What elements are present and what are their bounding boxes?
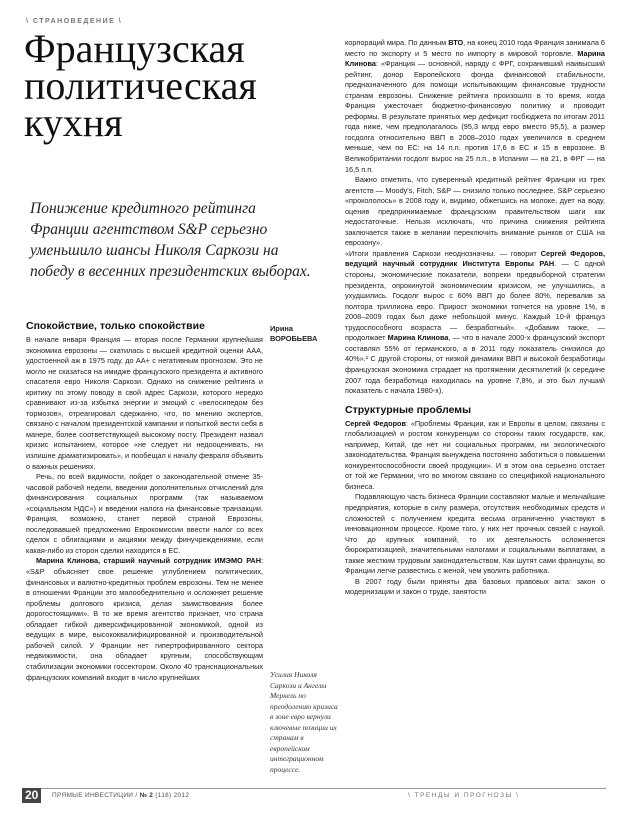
speaker-name: Марина Клинова bbox=[345, 48, 605, 69]
rubric-label: \ СТРАНОВЕДЕНИЕ \ bbox=[26, 18, 123, 25]
side-note: Усилия Николя Саркози и Ангелы Меркель по преодолению кризиса в зоне евро вернули ключевые позиции их странам в европейском интеграционном процессе. bbox=[270, 670, 338, 774]
section-heading-calm: Спокойствие, только спокойствие bbox=[26, 320, 205, 332]
section-heading-structural: Структурные проблемы bbox=[345, 403, 472, 416]
org-name: ВТО bbox=[448, 38, 464, 47]
paragraph bbox=[345, 249, 605, 397]
speaker-name: Сергей Федоров bbox=[345, 418, 406, 428]
title-line-2: политическая bbox=[24, 63, 257, 108]
paragraph bbox=[26, 556, 263, 683]
column-right bbox=[345, 38, 605, 598]
title-line-1: Французская bbox=[24, 26, 245, 71]
footer-divider bbox=[26, 788, 606, 789]
paragraph: Подавляющую часть бизнеса Франции составляют малые и мельчайшие предприятия, которые в силу размера, отсутствия необходимых средств и сложностей с получением кредита весьма ограниченно участвуют в инновационном процессе. Кроме того, у них нет прочных связей с наукой. Что до крупных компаний, то их деятельность осложняется бюрократизацией, значительными налогами и социальными выплатами, а также жестким трудовым законодательством. Как шутят сами французы, во Франции легче развестись с женой, чем уволить работника. bbox=[345, 492, 605, 576]
speaker-name: Марина Клинова bbox=[387, 333, 449, 343]
issue-year: (118) 2012 bbox=[155, 792, 190, 799]
text-run: «Итоги правления Саркози неоднозначны. — говорит bbox=[345, 248, 541, 258]
paragraph bbox=[345, 38, 605, 175]
article-title bbox=[24, 26, 257, 145]
speaker-name: Марина Клинова, старший научный сотрудник ИМЭМО РАН bbox=[36, 556, 261, 566]
quote-text: : «Проблемы Франции, как и Европы в целом, связаны с глобализацией и ростом конкуренции со стороны таких государств, как, например, Китай, где нет ни социальных программ, ни экологического законодательства. Франция вынуждена постоянно заботиться о повышении конкурентоспособности своей продукции». И в этом она серьезно отстает от той же Германии, что во многом связано со спецификой национального бизнеса. bbox=[345, 418, 605, 491]
text-run: корпораций мира. По данным bbox=[345, 38, 449, 47]
quote-text: : «S&P объясняет свое решение углублением политических, финансовых и валютно-кредитных проблем еврозоны. Тем не менее в отношении Франции это малообеднительно и осложняет решение проблемы долгового кризиса, делая заимствования более дорогостоящими». В то же время агентство признает, что страна обладает гибкой диверсифицированной экономикой, одной из ведущих в мире, высококвалифицированной и производительной рабочей силой. У Франции нет гипертрофированного сектора недвижимости, она обладает крупным, способствующим стабилизации экономики госсектором. Около 40 транснациональных французских компаний входит в число крупнейших bbox=[26, 556, 263, 682]
article-lead: Понижение кредитного рейтинга Франции агентством S&P серьезно уменьшило шансы Николя Саркози на победу в весенних президентских выборах. bbox=[30, 200, 311, 280]
paragraph: Речь, по всей видимости, пойдет о законодательной отмене 35-часовой рабочей недели, введении дополнительных отчислений для финансирования социальных программ (так называемом «социальном НДС») и введении налога на финансовые транзакции. Франция, возможно, станет первой страной Еврозоны, последовавшей предложению Еврокомиссии ввести налог со всех сделок с облигациями и акциями между финучреждениями, если какая-либо из сторон сделки находится в ЕС. bbox=[26, 472, 263, 555]
page-number: 20 bbox=[22, 788, 41, 803]
footer-section: \ ТРЕНДЫ И ПРОГНОЗЫ \ bbox=[408, 792, 520, 799]
paragraph: В начале января Франция — вторая после Германии крупнейшая экономика еврозоны — скатилась с высшей кредитной оценки ААА, удостоенной аж в 1975 году, до АА+ с негативным прогнозом. Это не могло не сказаться на имидже французского президента и активного спасателя евро Николя Саркози. Однако на снижение рейтинга и критику по этому поводу в свой адрес Саркози, которого нередко сравнивают из-за избытка энергии и эмоций с «велосипедом без тормозов», отреагировал сдержанно, что, по мнению экспертов, связано с началом президентской кампании и попыткой вести себя в манере, более соответствующей высокому посту. Президент назвал кризис испытанием, которое «не следует ни недооценивать, ни излишне драматизировать», и пообещал к началу февраля объявить о важных решениях. bbox=[26, 335, 263, 471]
issue-number: № 2 bbox=[139, 792, 154, 799]
text-run: . — С одной стороны, экономические показатели, вопреки предвыборной стратегии президента, опрокинутой экономическим кризисом, не улучшились, а ухудшились. Госдолг вырос с 60% ВВП до более 80%, перевалив за полтора триллиона евро. Прирост экономики топчется на уровне 1%, в 2008–2009 годах был даже небольшой минус. Каждый 10-й француз трудоспособного возраста — безработный». «Добавим также, — продолжает bbox=[345, 259, 605, 343]
text-run: , на конец 2010 года Франция занимала 6 место по экспорту и 5 место по импорту в мировой торговле. bbox=[345, 38, 605, 58]
author-byline bbox=[270, 324, 340, 344]
paragraph: В 2007 году были приняты два базовых правовых акта: закон о модернизации и закон о труде, занятости bbox=[345, 576, 605, 597]
speaker-name: Сергей Федоров, ведущий научный сотрудник Института Европы РАН bbox=[345, 248, 606, 269]
text-run: , — что в начале 2000-х французский экспорт составлял 55% от германского, а в 2011 году показатель снизился до 40%».¹ С другой стороны, от низкой динамики ВВП и высокой безработицы французская экономика страдает на протяжении десятилетий (к середине 2007 года безработица находилась на уровне 7,8%, и это был лучший показатель с начала 1980-х). bbox=[345, 333, 605, 396]
text-run: : «Франция — основной, наряду с ФРГ, сохранивший наивысший рейтинг, донор Европейского фонда финансовой стабильности, предназначенного для помощи испытывающим финансовые трудности странам еврозоны. Снижение рейтинга произошло в то время, когда Франция ужесточает бюджетно-финансовую политику и проводит реформы. В результате принятых мер дефицит госбюджета по итогам 2011 года ниже, чем предполагалось (95,3 млрд евро вместо 95,5), а размер госдолга относительно ВВП в 2008–2010 годах увеличился в среднем меньше, чем по ЕС: на 14 п.п. против 17,6 в ЕС и 15 в еврозоне. В Великобритании госдолг вырос на 25 п.п., в Испании — на 21, в ФРГ — на 16,5 п.п. bbox=[345, 59, 605, 174]
author-first-name: Ирина bbox=[270, 324, 293, 333]
column-left bbox=[26, 320, 263, 683]
footer-magazine: ПРЯМЫЕ ИНВЕСТИЦИИ / № 2 (118) 2012 bbox=[52, 792, 190, 799]
paragraph: Важно отметить, что суверенный кредитный рейтинг Франции из трех агентств — Moody's, Fitch, S&P — снизило только последнее. S&P серьезно «прокололось» в 2008 году и, видимо, обжегшись на молоке, дует на воду, оценив предпринимаемые французским правительством шаги как недостаточные. Нельзя исключать, что причина снижения рейтинга заключается также в желании переключить внимание рынков от США на еврозону». bbox=[345, 175, 605, 248]
title-line-3: кухня bbox=[24, 100, 123, 145]
author-last-name: ВОРОБЬЕВА bbox=[270, 334, 318, 343]
paragraph bbox=[345, 419, 605, 493]
magazine-name: ПРЯМЫЕ ИНВЕСТИЦИИ bbox=[52, 792, 134, 799]
